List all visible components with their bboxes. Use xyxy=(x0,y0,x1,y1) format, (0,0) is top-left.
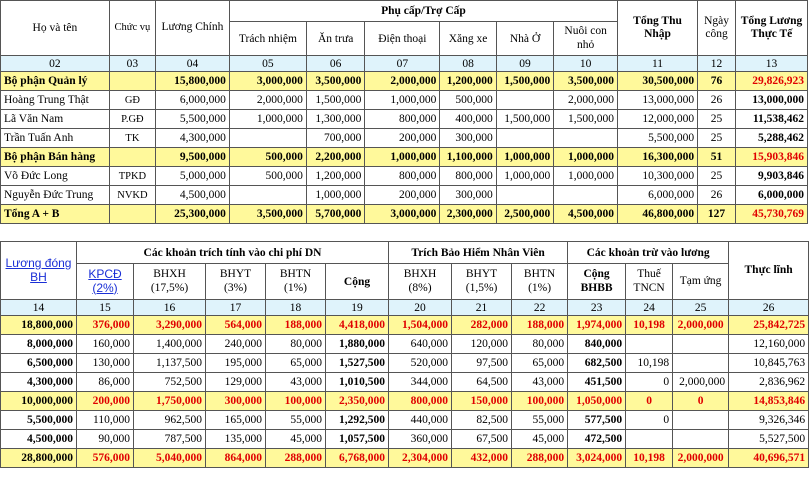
cell-bhbb: 451,500 xyxy=(568,373,626,392)
cell-child: 1,000,000 xyxy=(554,167,618,186)
cell-bhbb: 3,024,000 xyxy=(568,449,626,468)
cell-sum_e: 1,292,500 xyxy=(326,411,389,430)
payroll-deduction-table xyxy=(0,241,809,468)
cell-lunch: 3,500,000 xyxy=(306,72,365,91)
cell-kpcd: 200,000 xyxy=(77,392,134,411)
cell-house: 1,000,000 xyxy=(496,148,553,167)
cell-bhxh_e: 752,500 xyxy=(134,373,206,392)
cell-income: 46,800,000 xyxy=(618,205,698,224)
employee-row xyxy=(1,373,809,392)
header-employer-group: Các khoản trích tính vào chi phí DN xyxy=(77,242,389,264)
cell-income: 10,300,000 xyxy=(618,167,698,186)
cell-house: 1,500,000 xyxy=(496,110,553,129)
cell-child: 1,500,000 xyxy=(554,110,618,129)
group-row xyxy=(1,148,808,167)
cell-bhyt_e: 129,000 xyxy=(206,373,266,392)
cell-net: 25,842,725 xyxy=(729,316,809,335)
cell-bhbb: 840,000 xyxy=(568,335,626,354)
header-bhxh-employee: BHXH (8%) xyxy=(389,264,452,300)
cell-adv: 2,000,000 xyxy=(673,373,729,392)
header-sum-employer: Cộng xyxy=(326,264,389,300)
cell-base: 4,500,000 xyxy=(156,186,230,205)
cell-net: 45,730,769 xyxy=(736,205,808,224)
cell-tncn: 0 xyxy=(626,392,673,411)
cell-bhyt_w: 432,000 xyxy=(452,449,512,468)
cell-house: 1,000,000 xyxy=(496,167,553,186)
header-net-pay: Thực lĩnh xyxy=(729,242,809,300)
cell-bhtn_e: 80,000 xyxy=(266,335,326,354)
header-advance: Tạm ứng xyxy=(673,264,729,300)
cell-adv xyxy=(673,335,729,354)
cell-net: 40,696,571 xyxy=(729,449,809,468)
cell-child: 4,500,000 xyxy=(554,205,618,224)
cell-bhxh_e: 787,500 xyxy=(134,430,206,449)
cell-base: 6,000,000 xyxy=(156,91,230,110)
cell-adv xyxy=(673,411,729,430)
cell-net: 6,000,000 xyxy=(736,186,808,205)
cell-lunch: 5,700,000 xyxy=(306,205,365,224)
cell-house xyxy=(496,186,553,205)
header-tncn: Thuế TNCN xyxy=(626,264,673,300)
group-row xyxy=(1,72,808,91)
cell-bhtn_e: 100,000 xyxy=(266,392,326,411)
cell-sum_e: 1,880,000 xyxy=(326,335,389,354)
cell-bhtn_w: 55,000 xyxy=(512,411,568,430)
cell-income: 12,000,000 xyxy=(618,110,698,129)
cell-lunch: 2,200,000 xyxy=(306,148,365,167)
cell-fuel: 1,200,000 xyxy=(440,72,496,91)
cell-days: 76 xyxy=(698,72,736,91)
cell-base: 4,300,000 xyxy=(156,129,230,148)
cell-bhtn_w: 288,000 xyxy=(512,449,568,468)
cell-bhtn_w: 43,000 xyxy=(512,373,568,392)
cell-resp: 500,000 xyxy=(229,167,306,186)
cell-bhtn_e: 45,000 xyxy=(266,430,326,449)
cell-bhtn_e: 65,000 xyxy=(266,354,326,373)
cell-lunch: 1,200,000 xyxy=(306,167,365,186)
cell-child: 3,500,000 xyxy=(554,72,618,91)
col-number: 13 xyxy=(736,56,808,72)
cell-fuel: 300,000 xyxy=(440,186,496,205)
cell-tncn: 10,198 xyxy=(626,449,673,468)
cell-bhxh_e: 962,500 xyxy=(134,411,206,430)
cell-house: 2,500,000 xyxy=(496,205,553,224)
header-name: Họ và tên xyxy=(1,1,110,56)
cell-adv: 2,000,000 xyxy=(673,449,729,468)
column-number-row xyxy=(1,56,808,72)
header-kpcd: KPCĐ (2%) xyxy=(77,264,134,300)
cell-bhyt_e: 300,000 xyxy=(206,392,266,411)
cell-pos: NVKD xyxy=(109,186,155,205)
employee-row xyxy=(1,129,808,148)
cell-base: 9,500,000 xyxy=(156,148,230,167)
cell-name: Bộ phận Quản lý xyxy=(1,72,110,91)
cell-bhbb: 577,500 xyxy=(568,411,626,430)
cell-bhtn_e: 55,000 xyxy=(266,411,326,430)
cell-tncn xyxy=(626,430,673,449)
cell-phone: 800,000 xyxy=(365,167,440,186)
cell-phone: 200,000 xyxy=(365,129,440,148)
cell-resp: 2,000,000 xyxy=(229,91,306,110)
employee-row xyxy=(1,167,808,186)
col-number: 07 xyxy=(365,56,440,72)
cell-net: 5,288,462 xyxy=(736,129,808,148)
cell-ins: 8,000,000 xyxy=(1,335,77,354)
cell-sum_e: 6,768,000 xyxy=(326,449,389,468)
cell-net: 9,326,346 xyxy=(729,411,809,430)
cell-pos: TPKD xyxy=(109,167,155,186)
cell-bhyt_w: 120,000 xyxy=(452,335,512,354)
cell-bhyt_e: 195,000 xyxy=(206,354,266,373)
cell-bhxh_w: 2,304,000 xyxy=(389,449,452,468)
cell-bhyt_e: 564,000 xyxy=(206,316,266,335)
col-number: 02 xyxy=(1,56,110,72)
cell-bhxh_e: 1,137,500 xyxy=(134,354,206,373)
col-number: 09 xyxy=(496,56,553,72)
cell-net: 5,527,500 xyxy=(729,430,809,449)
cell-bhxh_w: 440,000 xyxy=(389,411,452,430)
cell-adv: 2,000,000 xyxy=(673,316,729,335)
cell-bhbb: 682,500 xyxy=(568,354,626,373)
header-bhxh-employer: BHXH (17,5%) xyxy=(134,264,206,300)
header-bhtn-employee: BHTN (1%) xyxy=(512,264,568,300)
col-number: 06 xyxy=(306,56,365,72)
cell-fuel: 2,300,000 xyxy=(440,205,496,224)
cell-income: 5,500,000 xyxy=(618,129,698,148)
cell-bhyt_w: 64,500 xyxy=(452,373,512,392)
cell-net: 9,903,846 xyxy=(736,167,808,186)
cell-tncn: 10,198 xyxy=(626,316,673,335)
col-number: 26 xyxy=(729,300,809,316)
cell-income: 13,000,000 xyxy=(618,91,698,110)
cell-resp: 1,000,000 xyxy=(229,110,306,129)
cell-resp: 3,500,000 xyxy=(229,205,306,224)
cell-bhyt_w: 82,500 xyxy=(452,411,512,430)
cell-fuel: 1,100,000 xyxy=(440,148,496,167)
col-number: 05 xyxy=(229,56,306,72)
col-number: 04 xyxy=(156,56,230,72)
cell-base: 15,800,000 xyxy=(156,72,230,91)
cell-resp xyxy=(229,129,306,148)
cell-bhyt_w: 97,500 xyxy=(452,354,512,373)
cell-ins: 6,500,000 xyxy=(1,354,77,373)
group-row xyxy=(1,316,809,335)
cell-sum_e: 1,527,500 xyxy=(326,354,389,373)
header-bhtn-employer: BHTN (1%) xyxy=(266,264,326,300)
cell-bhtn_w: 80,000 xyxy=(512,335,568,354)
cell-ins: 4,500,000 xyxy=(1,430,77,449)
cell-kpcd: 86,000 xyxy=(77,373,134,392)
cell-bhyt_w: 67,500 xyxy=(452,430,512,449)
cell-tncn xyxy=(626,335,673,354)
cell-bhyt_e: 135,000 xyxy=(206,430,266,449)
header-employee-group: Trích Bảo Hiểm Nhân Viên xyxy=(389,242,568,264)
cell-sum_e: 4,418,000 xyxy=(326,316,389,335)
cell-fuel: 400,000 xyxy=(440,110,496,129)
cell-phone: 1,000,000 xyxy=(365,148,440,167)
cell-net: 11,538,462 xyxy=(736,110,808,129)
cell-resp: 500,000 xyxy=(229,148,306,167)
cell-bhtn_e: 43,000 xyxy=(266,373,326,392)
header-housing: Nhà Ở xyxy=(496,22,553,56)
header-lunch: Ăn trưa xyxy=(306,22,365,56)
cell-kpcd: 130,000 xyxy=(77,354,134,373)
employee-row xyxy=(1,354,809,373)
header-base-salary: Lương Chính xyxy=(156,1,230,56)
cell-bhyt_e: 864,000 xyxy=(206,449,266,468)
cell-fuel: 500,000 xyxy=(440,91,496,110)
cell-kpcd: 376,000 xyxy=(77,316,134,335)
col-number: 23 xyxy=(568,300,626,316)
header-total-income: Tổng Thu Nhập xyxy=(618,1,698,56)
cell-sum_e: 1,010,500 xyxy=(326,373,389,392)
group-row xyxy=(1,449,809,468)
cell-base: 5,500,000 xyxy=(156,110,230,129)
cell-bhxh_w: 800,000 xyxy=(389,392,452,411)
cell-bhtn_w: 65,000 xyxy=(512,354,568,373)
cell-tncn: 0 xyxy=(626,411,673,430)
cell-bhbb: 472,500 xyxy=(568,430,626,449)
col-number: 03 xyxy=(109,56,155,72)
cell-lunch: 1,300,000 xyxy=(306,110,365,129)
cell-child: 1,000,000 xyxy=(554,148,618,167)
cell-bhtn_w: 188,000 xyxy=(512,316,568,335)
header-bhyt-employer: BHYT (3%) xyxy=(206,264,266,300)
cell-net: 14,853,846 xyxy=(729,392,809,411)
col-number: 10 xyxy=(554,56,618,72)
cell-bhtn_w: 45,000 xyxy=(512,430,568,449)
header-responsibility: Trách nhiệm xyxy=(229,22,306,56)
cell-phone: 3,000,000 xyxy=(365,205,440,224)
cell-name: Lã Văn Nam xyxy=(1,110,110,129)
cell-bhtn_w: 100,000 xyxy=(512,392,568,411)
cell-pos: TK xyxy=(109,129,155,148)
cell-fuel: 800,000 xyxy=(440,167,496,186)
cell-kpcd: 90,000 xyxy=(77,430,134,449)
cell-kpcd: 110,000 xyxy=(77,411,134,430)
header-position: Chức vụ xyxy=(109,1,155,56)
cell-bhyt_e: 165,000 xyxy=(206,411,266,430)
cell-tncn: 10,198 xyxy=(626,354,673,373)
cell-bhbb: 1,050,000 xyxy=(568,392,626,411)
employee-row xyxy=(1,411,809,430)
col-number: 15 xyxy=(77,300,134,316)
cell-phone: 2,000,000 xyxy=(365,72,440,91)
cell-days: 25 xyxy=(698,167,736,186)
cell-net: 12,160,000 xyxy=(729,335,809,354)
cell-bhxh_e: 1,750,000 xyxy=(134,392,206,411)
cell-bhxh_e: 5,040,000 xyxy=(134,449,206,468)
col-number: 24 xyxy=(626,300,673,316)
cell-name: Bộ phận Bán hàng xyxy=(1,148,110,167)
cell-name: Võ Đức Long xyxy=(1,167,110,186)
cell-phone: 800,000 xyxy=(365,110,440,129)
header-fuel: Xăng xe xyxy=(440,22,496,56)
cell-adv: 0 xyxy=(673,392,729,411)
table-gap xyxy=(0,226,810,241)
cell-ins: 18,800,000 xyxy=(1,316,77,335)
col-number: 19 xyxy=(326,300,389,316)
cell-child xyxy=(554,186,618,205)
cell-lunch: 700,000 xyxy=(306,129,365,148)
cell-days: 127 xyxy=(698,205,736,224)
cell-days: 25 xyxy=(698,110,736,129)
col-number: 25 xyxy=(673,300,729,316)
cell-bhxh_w: 520,000 xyxy=(389,354,452,373)
header-insured-salary: Lương đóng BH xyxy=(1,242,77,300)
cell-bhxh_w: 344,000 xyxy=(389,373,452,392)
cell-bhyt_w: 282,000 xyxy=(452,316,512,335)
cell-resp xyxy=(229,186,306,205)
header-phone: Điện thoại xyxy=(365,22,440,56)
cell-house xyxy=(496,129,553,148)
cell-child: 2,000,000 xyxy=(554,91,618,110)
cell-name: Hoàng Trung Thật xyxy=(1,91,110,110)
cell-bhyt_w: 150,000 xyxy=(452,392,512,411)
header-childcare: Nuôi con nhỏ xyxy=(554,22,618,56)
col-number: 22 xyxy=(512,300,568,316)
header-bhyt-employee: BHYT (1,5%) xyxy=(452,264,512,300)
cell-net: 15,903,846 xyxy=(736,148,808,167)
cell-tncn: 0 xyxy=(626,373,673,392)
cell-days: 26 xyxy=(698,91,736,110)
col-number: 17 xyxy=(206,300,266,316)
cell-child xyxy=(554,129,618,148)
cell-bhbb: 1,974,000 xyxy=(568,316,626,335)
cell-house: 1,500,000 xyxy=(496,72,553,91)
cell-ins: 4,300,000 xyxy=(1,373,77,392)
cell-phone: 1,000,000 xyxy=(365,91,440,110)
col-number: 21 xyxy=(452,300,512,316)
group-row xyxy=(1,205,808,224)
header-net-total: Tổng Lương Thực Tế xyxy=(736,1,808,56)
employee-row xyxy=(1,430,809,449)
cell-bhyt_e: 240,000 xyxy=(206,335,266,354)
cell-name: Tổng A + B xyxy=(1,205,110,224)
col-number: 14 xyxy=(1,300,77,316)
cell-lunch: 1,000,000 xyxy=(306,186,365,205)
cell-fuel: 300,000 xyxy=(440,129,496,148)
cell-income: 6,000,000 xyxy=(618,186,698,205)
cell-house xyxy=(496,91,553,110)
header-allowance-group: Phụ cấp/Trợ Cấp xyxy=(229,1,617,22)
cell-name: Nguyễn Đức Trung xyxy=(1,186,110,205)
cell-sum_e: 2,350,000 xyxy=(326,392,389,411)
header-work-days: Ngày công xyxy=(698,1,736,56)
cell-bhxh_w: 360,000 xyxy=(389,430,452,449)
employee-row xyxy=(1,91,808,110)
employee-row xyxy=(1,335,809,354)
cell-resp: 3,000,000 xyxy=(229,72,306,91)
employee-row xyxy=(1,186,808,205)
cell-pos xyxy=(109,148,155,167)
cell-days: 26 xyxy=(698,186,736,205)
column-number-row xyxy=(1,300,809,316)
cell-base: 25,300,000 xyxy=(156,205,230,224)
cell-bhtn_e: 288,000 xyxy=(266,449,326,468)
cell-days: 25 xyxy=(698,129,736,148)
cell-net: 2,836,962 xyxy=(729,373,809,392)
cell-net: 13,000,000 xyxy=(736,91,808,110)
cell-phone: 200,000 xyxy=(365,186,440,205)
cell-bhxh_w: 640,000 xyxy=(389,335,452,354)
cell-pos xyxy=(109,205,155,224)
cell-adv xyxy=(673,354,729,373)
cell-bhxh_w: 1,504,000 xyxy=(389,316,452,335)
cell-income: 30,500,000 xyxy=(618,72,698,91)
cell-pos: P.GĐ xyxy=(109,110,155,129)
cell-base: 5,000,000 xyxy=(156,167,230,186)
payroll-income-table xyxy=(0,0,808,224)
cell-name: Trần Tuấn Anh xyxy=(1,129,110,148)
group-row xyxy=(1,392,809,411)
cell-kpcd: 576,000 xyxy=(77,449,134,468)
col-number: 11 xyxy=(618,56,698,72)
cell-adv xyxy=(673,430,729,449)
col-number: 08 xyxy=(440,56,496,72)
cell-bhxh_e: 1,400,000 xyxy=(134,335,206,354)
cell-pos xyxy=(109,72,155,91)
cell-pos: GĐ xyxy=(109,91,155,110)
col-number: 12 xyxy=(698,56,736,72)
employee-row xyxy=(1,110,808,129)
col-number: 16 xyxy=(134,300,206,316)
cell-bhxh_e: 3,290,000 xyxy=(134,316,206,335)
header-sum-bhbb: Cộng BHBB xyxy=(568,264,626,300)
col-number: 18 xyxy=(266,300,326,316)
cell-income: 16,300,000 xyxy=(618,148,698,167)
cell-lunch: 1,500,000 xyxy=(306,91,365,110)
cell-bhtn_e: 188,000 xyxy=(266,316,326,335)
col-number: 20 xyxy=(389,300,452,316)
cell-kpcd: 160,000 xyxy=(77,335,134,354)
cell-ins: 5,500,000 xyxy=(1,411,77,430)
header-deduction-group: Các khoản trừ vào lương xyxy=(568,242,729,264)
cell-net: 10,845,763 xyxy=(729,354,809,373)
cell-sum_e: 1,057,500 xyxy=(326,430,389,449)
cell-ins: 10,000,000 xyxy=(1,392,77,411)
cell-days: 51 xyxy=(698,148,736,167)
cell-ins: 28,800,000 xyxy=(1,449,77,468)
cell-net: 29,826,923 xyxy=(736,72,808,91)
